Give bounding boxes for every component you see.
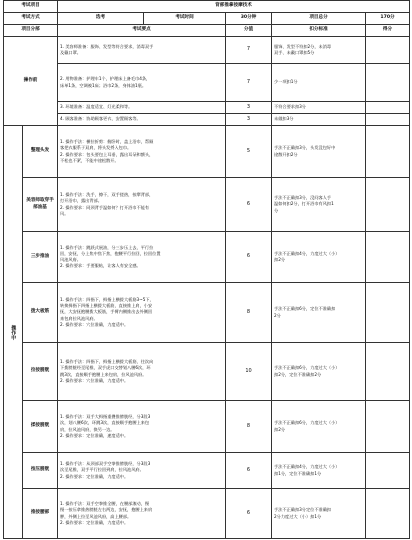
step-penalty-line: 手法不正确扣3分，头发没包好中	[274, 145, 336, 151]
step-point-line: 胛，外侧上拉至风池风府，高上腰部。	[60, 513, 132, 519]
step-point-line: 2. 操作要求：定位准确，力度适中。	[60, 519, 129, 525]
step-penalty-line: 扣2分	[274, 257, 286, 262]
step-point-line: 肩，拉风池风府，换另一边。	[60, 426, 115, 432]
prep-points	[58, 102, 226, 114]
step-penalty-line: 手法不正确扣6分，力度过大（小）	[274, 420, 340, 426]
prep-earned[interactable]	[366, 114, 410, 126]
step-score: 6	[226, 232, 272, 283]
prep-penalty-line: 服饰、发型不符扣2分，未消毒	[274, 43, 332, 49]
prep-row	[4, 114, 410, 126]
prep-penalty-line: 双手、未戴口罩扣5分	[274, 50, 315, 55]
header-row-2	[4, 13, 410, 25]
step-penalty-line: 2分	[274, 312, 281, 318]
prep-row	[4, 64, 410, 102]
step-point-line: 1. 操作手法：洗手，擦干，双手搓热，按摩背部，	[60, 192, 154, 198]
step-score: 6	[226, 178, 272, 232]
step-earned[interactable]	[366, 401, 410, 453]
step-point-line: 2. 操作要求：穴位准确，力度适中。	[60, 377, 129, 383]
step-penalty-line: 手法不正确扣6分，力度过大（小）	[274, 365, 340, 371]
step-score: 6	[226, 489, 272, 539]
prep-point-line: 1. 美容师准备：服饰、发型等符合要求，消毒双手	[60, 43, 154, 49]
step-label: 三步推油	[23, 232, 58, 283]
step-penalty-line: 手法不正确扣3分定位不准确扣	[274, 507, 332, 513]
step-points	[58, 126, 226, 178]
step-point-line: 不松也不紧，不能中途松散开。	[60, 157, 119, 163]
prep-score: 7	[226, 64, 272, 102]
header-label-total-score: 项目总分	[272, 13, 366, 25]
col-header-key-points: 考试要点	[58, 25, 226, 37]
prep-point-line: 及戴口罩。	[60, 50, 81, 55]
step-point-line: 2. 操作要求：同颈背手温如何？打开浴巾不能有	[60, 204, 150, 210]
prep-point-line: 3. 环境准备：温度适宜、灯光柔和等。	[60, 104, 133, 110]
step-penalty-line: 2分力度过大（小）扣1分	[274, 513, 322, 519]
project-title: 背部推拿按摩技术	[58, 1, 410, 13]
prep-point-line: 床单1条，空调被1床；浴巾2条，身体油1瓶。	[60, 82, 147, 88]
step-row	[4, 453, 410, 489]
col-header-score: 分值	[226, 25, 272, 37]
step-points	[58, 489, 226, 539]
prep-row	[4, 102, 410, 114]
step-point-line: 次至尾椎，双手平行拉回到肩，拉风池风府。	[60, 467, 144, 473]
header-label-exam-time: 考试时间	[144, 13, 226, 25]
prep-earned[interactable]	[366, 64, 410, 102]
step-points	[58, 401, 226, 453]
step-label: 整理头发	[23, 126, 58, 178]
step-points	[58, 232, 226, 283]
step-points	[58, 283, 226, 343]
exam-time-value: 30分钟	[226, 13, 272, 25]
prep-penalty-line: 不符合要求扣3分	[274, 104, 306, 110]
step-point-line: 1. 操作手法：跳跃式展油，分三步压上去，平行拉	[60, 244, 154, 250]
header-label-exam-mode: 考试方式	[4, 13, 58, 25]
step-point-line: 次，划八腰6次，环跳3次，直接顺手抱腰上来包	[60, 420, 150, 426]
prep-points	[58, 114, 226, 126]
exam-mode-value: 选考	[58, 13, 144, 25]
step-penalty-line: 手法不正确扣4分，力度过大（小）	[274, 250, 340, 256]
step-penalty	[272, 178, 366, 232]
step-point-line: 1. 操作手法：横拉折剪：俯卧时，盖上浴巾，帮顾	[60, 139, 154, 145]
step-point-line: 1. 操作手法：双手大拇指重叠推膀胱经，分3段3	[60, 414, 151, 420]
step-penalty	[272, 489, 366, 539]
step-label: 推按腰部	[23, 489, 58, 539]
step-score: 8	[226, 283, 272, 343]
prep-penalty-line: 少一项扣1分	[274, 79, 298, 85]
step-point-line: 慢一按压拿推热膀胱左右两边，安抚，抱腰上来肩	[60, 507, 153, 513]
header-row-3	[4, 25, 410, 37]
step-score: 5	[226, 126, 272, 178]
step-point-line: 1. 操作手法：四指下，拇指上横拨大板筋，往次向	[60, 359, 154, 365]
step-point-line: 风。	[60, 210, 69, 216]
step-point-line: 打开浴巾，露出背部。	[60, 198, 102, 204]
step-score: 6	[226, 453, 272, 489]
prep-points	[58, 37, 226, 64]
step-point-line: 2. 操作要求：穴位准确，力度适中。	[60, 321, 129, 327]
step-point-line: 跳3次，直接顺手抱腰上来包肩，拉风池风府。	[60, 371, 147, 377]
step-points	[58, 343, 226, 401]
step-penalty-line: 温如何扣2分，打开浴巾有风扣1	[274, 201, 334, 207]
step-point-line: 2. 操作要求：包头要包上耳垂，露出耳朵和额头，	[60, 151, 154, 157]
step-penalty	[272, 232, 366, 283]
prep-penalty	[272, 102, 366, 114]
prep-penalty	[272, 114, 366, 126]
step-points	[58, 178, 226, 232]
middle-label: 操作中	[4, 126, 23, 539]
step-point-line: 转换拇指下四指上横拨大板筋，直接推上肩，小安	[60, 303, 153, 309]
header-row-1	[4, 1, 410, 13]
step-penalty	[272, 401, 366, 453]
step-earned[interactable]	[366, 126, 410, 178]
step-earned[interactable]	[366, 489, 410, 539]
step-row	[4, 401, 410, 453]
step-penalty-line: 手法不正确扣4分，力度过大（小）	[274, 464, 340, 470]
step-earned[interactable]	[366, 343, 410, 401]
step-point-line: 2. 操作要求：定位准确，力度适中。	[60, 473, 129, 479]
prep-points	[58, 64, 226, 102]
step-score: 10	[226, 343, 272, 401]
prep-score: 7	[226, 37, 272, 64]
step-penalty-line: 分	[274, 207, 279, 213]
step-penalty-line: 扣1分，定位不准确扣1分	[274, 470, 322, 476]
step-label: 按压膀胱	[23, 453, 58, 489]
step-label: 拨大板筋	[23, 283, 58, 343]
step-point-line: 2. 操作要求：手要服帖，让客人有安全感。	[60, 263, 141, 269]
prep-label: 操作前	[4, 37, 58, 126]
step-point-line: 回，安抚，分上焦中焦下焦，抱腰平行拉回，拉回位置	[60, 250, 161, 256]
prep-penalty	[272, 37, 366, 64]
step-row	[4, 126, 410, 178]
step-point-line: 抚，大安抚抱腰拨大板筋，手臂内侧推出去外侧回	[60, 309, 153, 315]
prep-earned[interactable]	[366, 37, 410, 64]
prep-penalty	[272, 64, 366, 102]
step-label: 揉按膀胱	[23, 401, 58, 453]
step-earned[interactable]	[366, 453, 410, 489]
step-penalty-line: 途散开扣2分	[274, 151, 298, 157]
step-penalty	[272, 343, 366, 401]
step-row	[4, 178, 410, 232]
step-point-line: 来包肩拉风池风府。	[60, 315, 98, 321]
header-label-project: 考试项目	[4, 1, 58, 13]
step-point-line: 1. 操作手法：四指下，拇指上横拨大板筋3~5下，	[60, 297, 154, 303]
step-penalty-line: 扣2分，定位不准确扣2分	[274, 371, 322, 377]
step-point-line: 2. 操作要求：定位准确，速度适中。	[60, 432, 129, 438]
prep-earned[interactable]	[366, 102, 410, 114]
step-point-line: 风池风府。	[60, 257, 81, 262]
step-row	[4, 343, 410, 401]
step-score: 8	[226, 401, 272, 453]
step-point-line: 下拨膀胱经至尾椎，双手虎口交替划八腰6次，环	[60, 365, 151, 371]
total-score-value: 170分	[366, 13, 410, 25]
step-label: 美容师取穿手部油基	[23, 178, 58, 232]
col-header-penalty: 扣分标准	[272, 25, 366, 37]
step-point-line: 客把衣服系于双肩，将头发捋入包巾。	[60, 145, 132, 151]
assessment-table	[3, 0, 410, 539]
step-label: 拉按膀胱	[23, 343, 58, 401]
col-header-earned: 得分	[366, 25, 410, 37]
step-earned[interactable]	[366, 232, 410, 283]
prep-row	[4, 37, 410, 64]
prep-point-line: 4. 顾客准备：协助顾客更衣、安置顾客等。	[60, 116, 141, 122]
step-point-line: 1. 操作手法：从颈部双手空拳推膀胱经，分3段3	[60, 461, 151, 467]
step-row	[4, 283, 410, 343]
col-header-section: 项目分部	[4, 25, 58, 37]
prep-point-line: 2. 用物准备：护理车1个，护理床上备毛巾4条，	[60, 76, 151, 82]
step-penalty	[272, 283, 366, 343]
step-penalty-line: 扣2分	[274, 426, 286, 432]
step-row	[4, 489, 410, 539]
step-row	[4, 232, 410, 283]
prep-score: 3	[226, 114, 272, 126]
step-penalty-line: 手法不正确扣3分，没问客人手	[274, 195, 332, 201]
step-earned[interactable]	[366, 283, 410, 343]
step-earned[interactable]	[366, 178, 410, 232]
step-penalty	[272, 126, 366, 178]
step-points	[58, 453, 226, 489]
prep-score: 3	[226, 102, 272, 114]
step-point-line: 1. 操作手法：双手空拳推全腰，在腰部滚动，慢	[60, 501, 150, 507]
step-penalty-line: 手法不正确扣6分，定位不准确扣	[274, 306, 336, 312]
step-penalty	[272, 453, 366, 489]
prep-penalty-line: 未做扣3分	[274, 116, 294, 122]
